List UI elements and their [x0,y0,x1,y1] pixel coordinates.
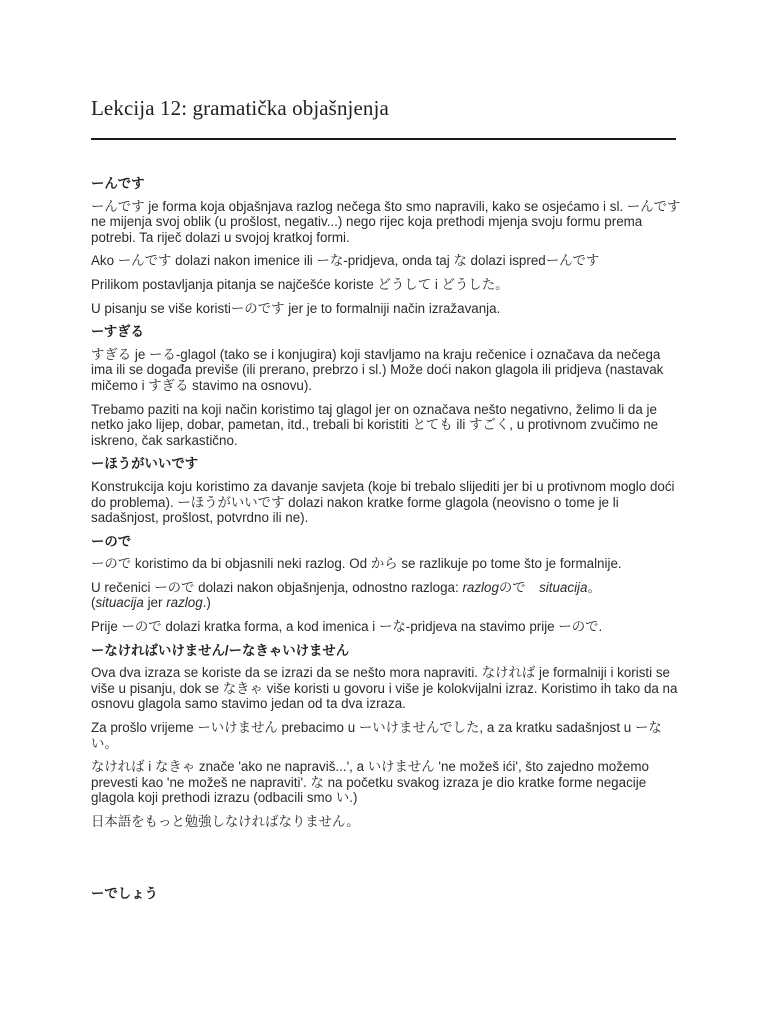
paragraph: Ako ーんです dolazi nakon imenice ili ーな-pridjeva, onda taj な dolazi ispredーんです [91,253,600,269]
text-run: ので [498,579,540,595]
paragraph: Prilikom postavljanja pitanja se najčešće koriste どうして i どうした。 [91,276,509,292]
text-run: U rečenici ーので dolazi nakon objašnjenja, odnostno razloga: [91,579,463,595]
paragraph: ーんです je forma koja objašnjava razlog nečega što smo napravili, kako se osjećamo i sl. ーんです ne mijenja svoj oblik (u prošlost, negativ...) nego rijec koja prethodi mjenja svoju formu prema potrebi. Ta riječ dolazi u svojoj kratkoj formi. [91,198,681,245]
text-run: jer [143,595,167,611]
italic-term: razlog [166,595,203,611]
paragraph: Za prošlo vrijeme ーいけません prebacimo u ーいけませんでした, a za kratku sadašnjost u ーない。 [91,720,662,751]
blank-space [91,838,683,886]
section-heading: ーんです [91,176,145,191]
section-heading: ーなければいけません/ーなきゃいけません [91,642,350,658]
paragraph: Konstrukcija koju koristimo za davanje savjeta (koje bi trebalo slijediti jer bi u protivnom moglo doći do problema). ーほうがいいです dolazi nakon kratke forme glagola (neovisno o tome je li sadašnjost, prošlost, potvrdno ili ne). [91,478,675,526]
text-run: ( [91,595,96,611]
title-divider [91,138,676,140]
paragraph: すぎる je ーる-glagol (tako se i konjugira) koji stavljamo na kraju rečenice i označava da nečega ima ili se događa previše (ili prerano, prebrzo i sl.) Može doći nakon glagola ili pridjeva (nastavak mičemo i すぎる stavimo na osnovu). [91,346,664,393]
section-heading: ーすぎる [91,324,144,340]
document-body [91,176,683,908]
section-heading: ーので [91,533,132,549]
paragraph-rich [91,580,683,611]
paragraph: Prije ーので dolazi kratka forma, a kod imenica i ーな-pridjeva na stavimo prije ーので. [91,619,603,635]
text-run: 。 [587,579,601,595]
italic-term: razlog [462,579,499,595]
paragraph: U pisanju se više koristiーのです jer je to formalniji način izražavanja. [91,300,501,316]
paragraph: Ova dva izraza se koriste da se izrazi da se nešto mora napraviti. なければ je formalniji i koristi se više u pisanju, dok se なきゃ više koristi u govoru i više je kolokvijalni izraz. Koristimo ih tako da na osnovu glagola samo stavimo jedan od ta dva izraza. [91,665,678,712]
paragraph: なければ i なきゃ znače 'ako ne napraviš...', a いけません 'ne možeš ići', što zajedno možemo prevesti kao 'ne možeš ne napraviti'. な na početku svakog izraza je dio kratke forme negacije glagola koji prethodi izrazu (odbacili smo い.) [91,759,649,806]
text-run: .) [202,595,211,611]
paragraph: Trebamo paziti na koji način koristimo taj glagol jer on označava nešto negativno, želimo li da je netko jako lijep, dobar, pametan, itd., trebali bi koristiti とても ili すごく, u protivnom zvučimo ne iskreno, čak sarkastično. [91,401,659,448]
italic-term: situacija [539,579,588,595]
example-sentence: 日本語をもっと勉強しなければなりません。 [91,814,360,829]
section-heading: ーほうがいいです [91,456,199,472]
page-title: Lekcija 12: gramatička objašnjenja [91,96,389,120]
italic-term: situacija [95,595,144,611]
paragraph: ーので koristimo da bi objasnili neki razlog. Od から se razlikuje po tome što je formalnije. [91,556,622,572]
section-heading: ーでしょう [91,885,158,901]
